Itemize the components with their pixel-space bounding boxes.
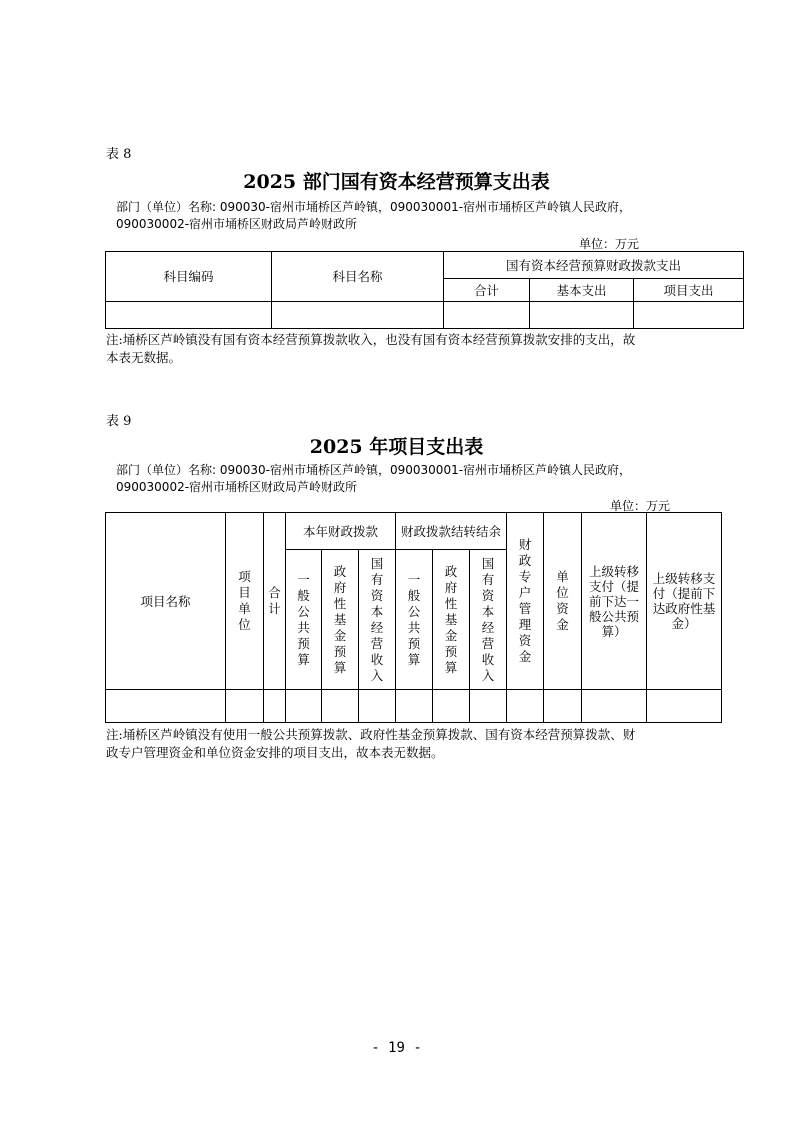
table-cell bbox=[322, 690, 359, 723]
table8-note-line2: 本表无数据。 bbox=[106, 350, 182, 365]
table-row bbox=[106, 690, 722, 723]
header-carryover-state-capital: 国有资本经营收入 bbox=[470, 550, 507, 690]
table9-label: 表 9 bbox=[106, 414, 132, 429]
table-cell bbox=[226, 690, 264, 723]
table-cell bbox=[433, 690, 470, 723]
header-subject-name: 科目名称 bbox=[272, 252, 444, 302]
header-transfer-gov-fund: 上级转移支付（提前下达政府性基金） bbox=[647, 513, 722, 690]
table9-unit: 单位：万元 bbox=[610, 499, 671, 513]
table-cell bbox=[264, 690, 286, 723]
header-current-state-capital: 国有资本经营收入 bbox=[359, 550, 396, 690]
table-cell bbox=[396, 690, 433, 723]
table-cell bbox=[634, 302, 744, 329]
page-number: - 19 - bbox=[371, 1040, 422, 1056]
table-cell bbox=[106, 690, 226, 723]
table9-title: 2025 年项目支出表 bbox=[309, 436, 484, 458]
table9-dept-line2: 090030002-宿州市埇桥区财政局芦岭财政所 bbox=[116, 480, 358, 494]
header-carryover-general-budget: 一般公共预算 bbox=[396, 550, 433, 690]
table-cell bbox=[582, 690, 647, 723]
table-cell bbox=[470, 690, 507, 723]
header-transfer-general-budget: 上级转移支付（提前下达一般公共预算） bbox=[582, 513, 647, 690]
table8-title: 2025 部门国有资本经营预算支出表 bbox=[243, 171, 550, 193]
table-cell bbox=[507, 690, 544, 723]
table-cell bbox=[530, 302, 634, 329]
header-basic-expense: 基本支出 bbox=[530, 279, 634, 302]
table8-dept-line2: 090030002-宿州市埇桥区财政局芦岭财政所 bbox=[116, 217, 358, 231]
table9 bbox=[105, 512, 722, 723]
table-cell bbox=[647, 690, 722, 723]
header-total: 合计 bbox=[444, 279, 530, 302]
header-project-unit: 项目单位 bbox=[226, 513, 264, 690]
table-cell bbox=[106, 302, 272, 329]
table8 bbox=[105, 251, 744, 329]
header-carryover-gov-fund: 政府性基金预算 bbox=[433, 550, 470, 690]
header-project-name: 项目名称 bbox=[106, 513, 226, 690]
table-cell bbox=[444, 302, 530, 329]
table-cell bbox=[544, 690, 582, 723]
header-total: 合计 bbox=[264, 513, 286, 690]
table8-label: 表 8 bbox=[106, 147, 132, 162]
header-subject-code: 科目编码 bbox=[106, 252, 272, 302]
table-cell bbox=[272, 302, 444, 329]
header-current-year-appropriation: 本年财政拨款 bbox=[286, 513, 396, 550]
header-special-account-funds: 财政专户管理资金 bbox=[507, 513, 544, 690]
header-current-gov-fund: 政府性基金预算 bbox=[322, 550, 359, 690]
header-state-capital-group: 国有资本经营预算财政拨款支出 bbox=[444, 252, 744, 279]
header-carryover-balance: 财政拨款结转结余 bbox=[396, 513, 507, 550]
table8-unit: 单位：万元 bbox=[579, 237, 640, 251]
table-cell bbox=[286, 690, 322, 723]
table9-note-line1: 注:埇桥区芦岭镇没有使用一般公共预算拨款、政府性基金预算拨款、国有资本经营预算拨款、财 bbox=[106, 727, 636, 742]
header-current-general-budget: 一般公共预算 bbox=[286, 550, 322, 690]
table9-dept-line1: 部门（单位）名称: 090030-宿州市埇桥区芦岭镇，090030001-宿州市埇桥区芦岭镇人民政府， bbox=[116, 463, 632, 477]
table8-dept-line1: 部门（单位）名称: 090030-宿州市埇桥区芦岭镇，090030001-宿州市埇桥区芦岭镇人民政府， bbox=[116, 200, 632, 214]
header-unit-funds: 单位资金 bbox=[544, 513, 582, 690]
table9-note-line2: 政专户管理资金和单位资金安排的项目支出，故本表无数据。 bbox=[106, 745, 444, 760]
table-cell bbox=[359, 690, 396, 723]
table8-note-line1: 注:埇桥区芦岭镇没有国有资本经营预算拨款收入，也没有国有资本经营预算拨款安排的支出，故 bbox=[106, 332, 636, 347]
table-row bbox=[106, 302, 744, 329]
header-project-expense: 项目支出 bbox=[634, 279, 744, 302]
